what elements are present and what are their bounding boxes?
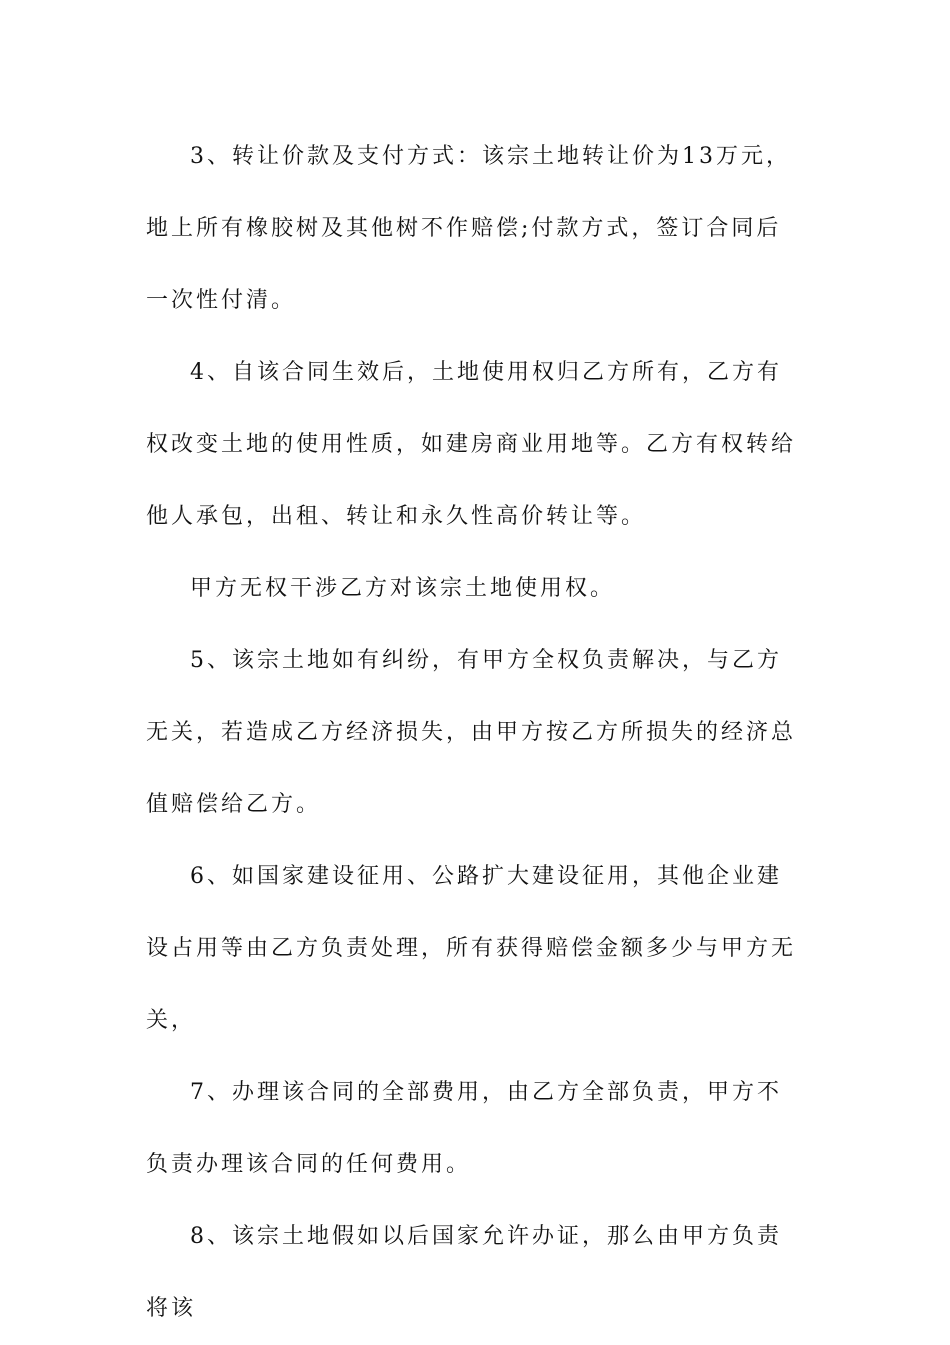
paragraph-clause-3: 3、转让价款及支付方式：该宗土地转让价为13万元，地上所有橡胶树及其他树不作赔偿;付款方式，签订合同后一次性付清。 (146, 144, 791, 313)
paragraph-clause-8: 8、该宗土地假如以后国家允许办证，那么由甲方负责将该 (146, 1224, 782, 1321)
paragraph-clause-7: 7、办理该合同的全部费用，由乙方全部负责，甲方不负责办理该合同的任何费用。 (146, 1080, 782, 1177)
paragraph-clause-4-note: 甲方无权干涉乙方对该宗土地使用权。 (190, 576, 616, 601)
paragraph-clause-6: 6、如国家建设征用、公路扩大建设征用，其他企业建设占用等由乙方负责处理，所有获得赔偿金额多少与甲方无关， (146, 864, 797, 1033)
document-body (146, 121, 806, 1345)
paragraph-clause-4: 4、自该合同生效后，土地使用权归乙方所有，乙方有权改变土地的使用性质，如建房商业用地等。乙方有权转给他人承包，出租、转让和永久性高价转让等。 (146, 360, 797, 529)
paragraph-clause-5: 5、该宗土地如有纠纷，有甲方全权负责解决，与乙方无关，若造成乙方经济损失，由甲方按乙方所损失的经济总值赔偿给乙方。 (146, 648, 797, 817)
